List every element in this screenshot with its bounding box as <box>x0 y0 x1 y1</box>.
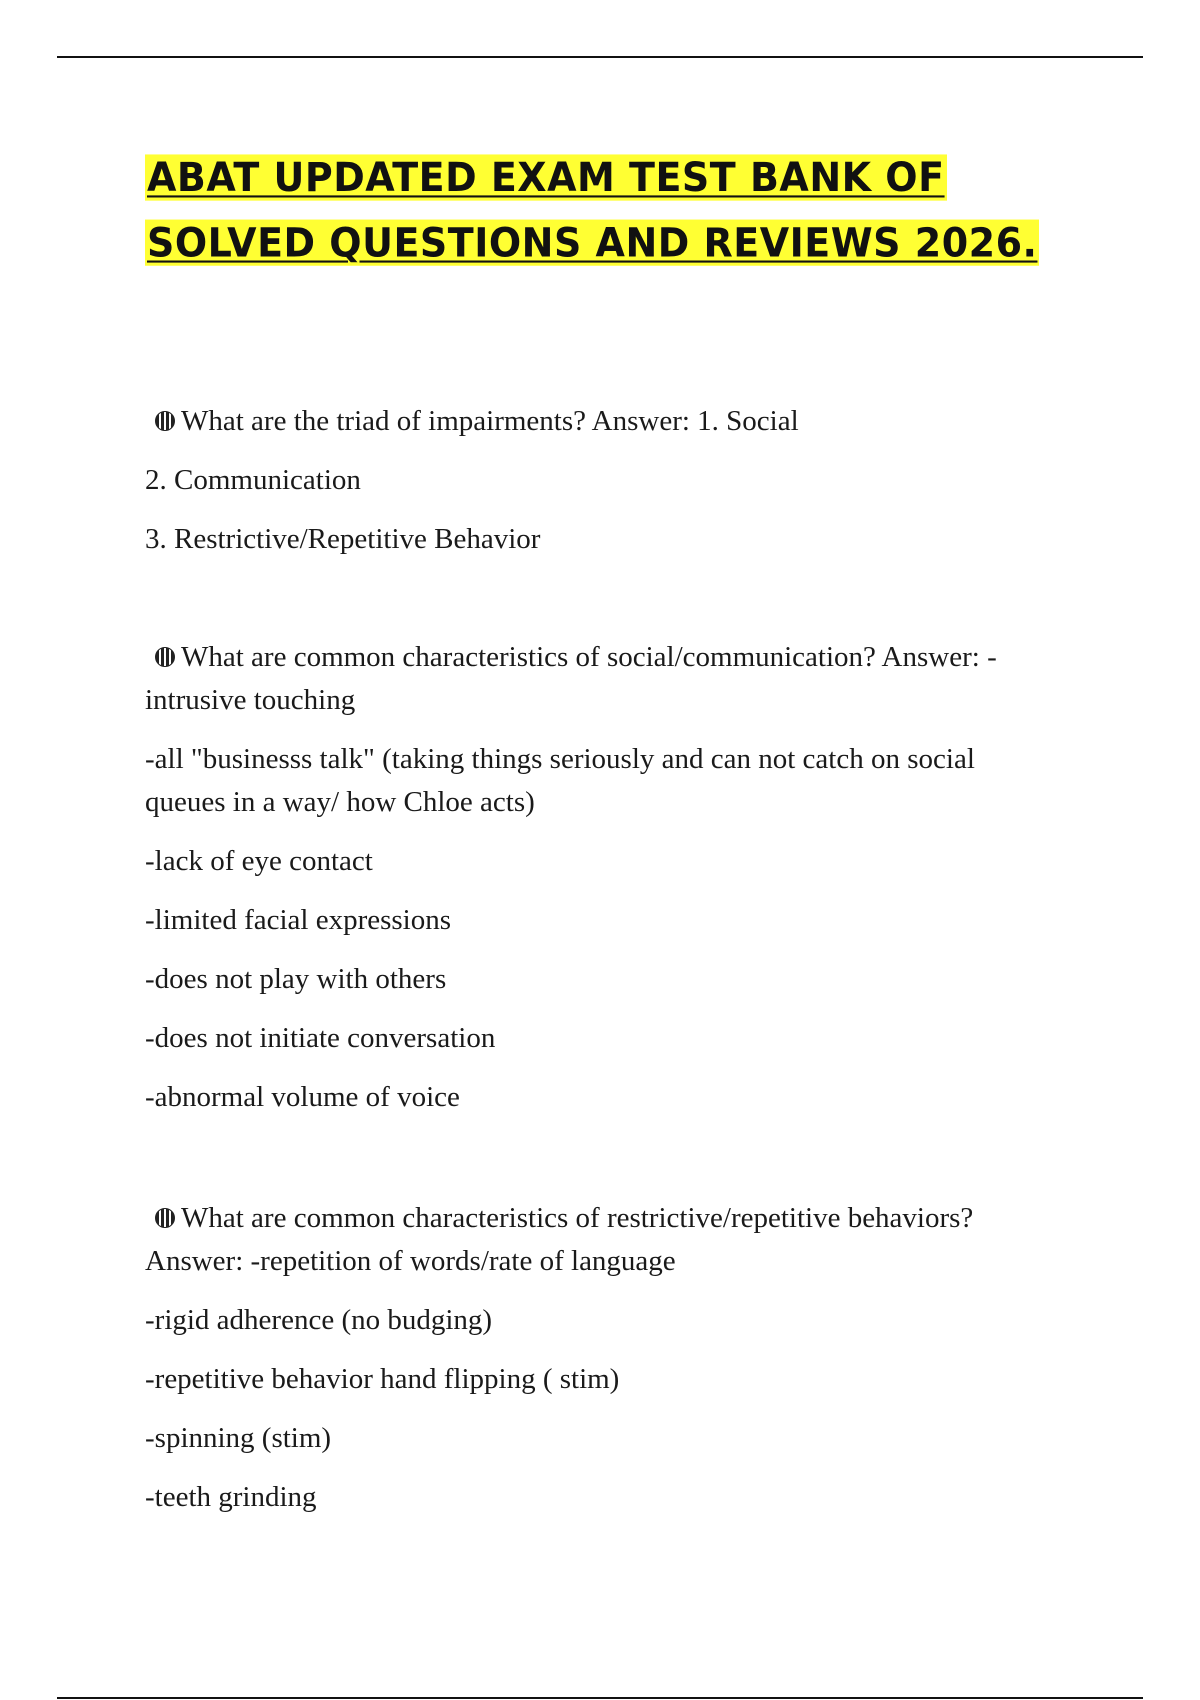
answer-item: -all "businesss talk" (taking things seriously and can not catch on social queues in a way/ how Chloe acts) <box>145 743 975 818</box>
answer-item: -rigid adherence (no budging) <box>145 1304 493 1336</box>
answer-item: -repetitive behavior hand flipping ( stim) <box>145 1363 620 1395</box>
question-prompt-text: What are common characteristics of social/communication? Answer: -intrusive touching <box>145 641 997 716</box>
answer-item: -teeth grinding <box>145 1481 317 1513</box>
question-prompt-text: What are common characteristics of restrictive/repetitive behaviors? Answer: -repetition of words/rate of language <box>145 1202 974 1277</box>
top-rule <box>57 56 1143 58</box>
answer-item: 3. Restrictive/Repetitive Behavior <box>145 523 541 555</box>
title-line-1: ABAT UPDATED EXAM TEST BANK OF <box>147 154 945 201</box>
document-title <box>145 145 1045 275</box>
title-line-2: SOLVED QUESTIONS AND REVIEWS 2026. <box>147 219 1038 266</box>
question-prompt <box>145 400 1025 443</box>
answer-item: 2. Communication <box>145 464 361 496</box>
answer-item: -does not initiate conversation <box>145 1022 496 1054</box>
bullet-icon <box>155 647 175 667</box>
answer-item: -limited facial expressions <box>145 904 452 936</box>
question-prompt <box>145 636 1025 722</box>
answer-item: -abnormal volume of voice <box>145 1081 460 1113</box>
question-prompt-text: What are the triad of impairments? Answer: 1. Social <box>181 405 799 437</box>
question-prompt <box>145 1197 1025 1283</box>
bullet-icon <box>155 411 175 431</box>
question-block-2 <box>145 636 1025 1119</box>
bottom-rule <box>57 1697 1143 1699</box>
question-block-3 <box>145 1197 1025 1519</box>
bullet-icon <box>155 1208 175 1228</box>
answer-item: -lack of eye contact <box>145 845 373 877</box>
answer-item: -does not play with others <box>145 963 447 995</box>
answer-item: -spinning (stim) <box>145 1422 332 1454</box>
question-block-1 <box>145 400 1025 561</box>
